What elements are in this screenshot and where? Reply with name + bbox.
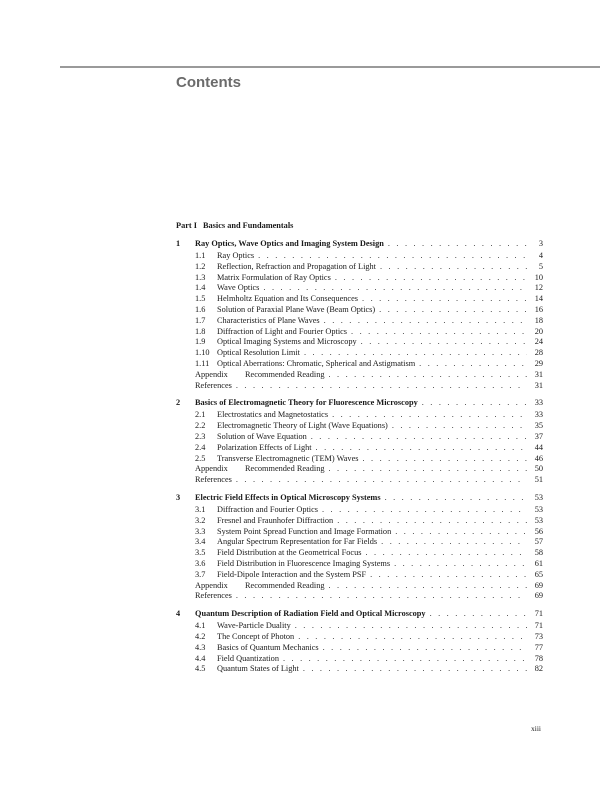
appendix-page: 69 xyxy=(534,580,543,590)
section-number: 1.4 xyxy=(195,283,206,293)
section-entry[interactable] xyxy=(176,570,543,581)
dot-leader xyxy=(258,251,527,262)
dot-leader xyxy=(236,381,527,392)
section-entry[interactable] xyxy=(176,664,543,675)
chapter-number: 2 xyxy=(176,398,181,408)
references-page: 69 xyxy=(534,591,543,601)
section-page: 78 xyxy=(534,653,543,663)
chapter-title: Basics of Electromagnetic Theory for Fluorescence Microscopy xyxy=(195,398,418,408)
chapter-number: 1 xyxy=(176,239,181,248)
section-number: 3.6 xyxy=(195,558,206,568)
table-of-contents xyxy=(176,220,543,681)
section-title: Field Quantization xyxy=(217,653,279,663)
section-page: 37 xyxy=(534,431,543,441)
chapter-title: Electric Field Effects in Optical Microscopy Systems xyxy=(195,492,381,502)
section-number: 3.4 xyxy=(195,537,206,547)
section-number: 1.2 xyxy=(195,261,206,271)
section-number: 1.7 xyxy=(195,315,206,325)
dot-leader xyxy=(335,273,527,284)
section-entry[interactable] xyxy=(176,421,543,432)
section-page: 61 xyxy=(534,558,543,568)
section-page: 57 xyxy=(534,537,543,547)
dot-leader xyxy=(351,327,527,338)
section-title: Angular Spectrum Representation for Far Fields xyxy=(217,537,378,547)
section-title: Field Distribution at the Geometrical Focus xyxy=(217,548,362,558)
section-page: 53 xyxy=(534,515,543,525)
section-number: 2.3 xyxy=(195,431,206,441)
section-number: 3.5 xyxy=(195,548,206,558)
part-title: Basics and Fundamentals xyxy=(203,221,294,230)
section-title: Ray Optics xyxy=(217,251,255,260)
section-page: 65 xyxy=(534,569,543,579)
section-entry[interactable] xyxy=(176,251,543,262)
section-number: 2.5 xyxy=(195,453,206,463)
references-page: 51 xyxy=(534,475,543,485)
appendix-page: 31 xyxy=(534,369,543,379)
section-page: 46 xyxy=(534,453,543,463)
dot-leader xyxy=(422,397,527,409)
section-number: 3.7 xyxy=(195,569,206,579)
section-number: 4.2 xyxy=(195,631,206,641)
section-page: 28 xyxy=(534,348,543,358)
section-entry[interactable] xyxy=(176,621,543,632)
section-page: 10 xyxy=(534,272,543,282)
dot-leader xyxy=(419,359,527,370)
section-title: Field-Dipole Interaction and the System PSF xyxy=(217,569,367,579)
section-number: 1.5 xyxy=(195,294,206,304)
section-number: 4.5 xyxy=(195,664,206,674)
section-title: Field Distribution in Fluorescence Imaging Systems xyxy=(217,558,391,568)
section-page: 14 xyxy=(534,294,543,304)
section-entry[interactable] xyxy=(176,505,543,516)
section-number: 4.4 xyxy=(195,653,206,663)
section-page: 20 xyxy=(534,326,543,336)
section-page: 24 xyxy=(534,337,543,347)
appendix-label-group xyxy=(195,581,325,592)
appendix-label: Appendix xyxy=(195,369,228,379)
section-page: 73 xyxy=(534,631,543,641)
section-page: 77 xyxy=(534,642,543,652)
dot-leader xyxy=(263,283,527,294)
section-entry[interactable] xyxy=(176,537,543,548)
section-entry[interactable] xyxy=(176,527,543,538)
references-label: References xyxy=(195,380,232,390)
section-number: 1.1 xyxy=(195,251,206,260)
dot-leader xyxy=(316,443,527,454)
appendix-label: Appendix xyxy=(195,580,228,590)
appendix-title: Recommended Reading xyxy=(245,464,325,474)
chapter-page: 71 xyxy=(534,609,543,619)
chapter-entry[interactable] xyxy=(176,397,543,409)
dot-leader xyxy=(430,608,527,620)
dot-leader xyxy=(381,537,527,548)
chapter-block xyxy=(176,238,543,391)
section-entry[interactable] xyxy=(176,262,543,273)
dot-leader xyxy=(329,370,528,381)
section-number: 1.6 xyxy=(195,304,206,314)
dot-leader xyxy=(311,432,527,443)
section-entry[interactable] xyxy=(176,348,543,359)
section-number: 2.1 xyxy=(195,410,206,420)
section-entry[interactable] xyxy=(176,454,543,465)
chapter-page: 3 xyxy=(538,239,543,248)
section-page: 18 xyxy=(534,315,543,325)
references-entry[interactable] xyxy=(176,381,543,392)
section-number: 1.8 xyxy=(195,326,206,336)
section-entry[interactable] xyxy=(176,327,543,338)
dot-leader xyxy=(329,464,528,475)
section-page: 71 xyxy=(534,621,543,631)
section-entry[interactable] xyxy=(176,283,543,294)
chapter-block xyxy=(176,492,543,602)
dot-leader xyxy=(370,570,527,581)
section-title: Polarization Effects of Light xyxy=(217,442,312,452)
dot-leader xyxy=(361,337,527,348)
section-entry[interactable] xyxy=(176,643,543,654)
dot-leader xyxy=(324,316,527,327)
section-number: 1.10 xyxy=(195,348,210,358)
appendix-entry[interactable] xyxy=(176,464,543,475)
section-entry[interactable] xyxy=(176,559,543,570)
section-entry[interactable] xyxy=(176,316,543,327)
dot-leader xyxy=(388,238,527,250)
section-number: 4.1 xyxy=(195,621,206,631)
dot-leader xyxy=(385,492,527,504)
section-title: Diffraction of Light and Fourier Optics xyxy=(217,326,348,336)
section-page: 53 xyxy=(534,504,543,514)
references-label: References xyxy=(195,591,232,601)
dot-leader xyxy=(298,632,527,643)
dot-leader xyxy=(392,421,527,432)
section-entry[interactable] xyxy=(176,410,543,421)
appendix-title: Recommended Reading xyxy=(245,580,325,590)
section-number: 1.3 xyxy=(195,272,206,282)
top-rule xyxy=(60,66,600,68)
dot-leader xyxy=(362,294,527,305)
dot-leader xyxy=(365,548,527,559)
dot-leader xyxy=(283,654,527,665)
references-entry[interactable] xyxy=(176,475,543,486)
section-title: Optical Aberrations: Chromatic, Spherical and Astigmatism xyxy=(217,358,416,368)
dot-leader xyxy=(395,527,527,538)
section-page: 58 xyxy=(534,548,543,558)
section-title: Solution of Wave Equation xyxy=(217,431,307,441)
dot-leader xyxy=(329,581,528,592)
appendix-entry[interactable] xyxy=(176,581,543,592)
dot-leader xyxy=(304,348,527,359)
section-page: 35 xyxy=(534,421,543,431)
dot-leader xyxy=(363,454,528,465)
section-entry[interactable] xyxy=(176,359,543,370)
dot-leader xyxy=(394,559,527,570)
section-entry[interactable] xyxy=(176,654,543,665)
section-title: Characteristics of Plane Waves xyxy=(217,315,320,325)
section-title: Optical Resolution Limit xyxy=(217,348,300,358)
dot-leader xyxy=(236,591,527,602)
section-entry[interactable] xyxy=(176,305,543,316)
chapter-entry[interactable] xyxy=(176,238,543,250)
chapter-title: Ray Optics, Wave Optics and Imaging System Design xyxy=(195,239,384,248)
chapter-page: 53 xyxy=(534,492,543,502)
section-entry[interactable] xyxy=(176,294,543,305)
dot-leader xyxy=(323,643,527,654)
section-number: 3.1 xyxy=(195,504,206,514)
section-title: Wave Optics xyxy=(217,283,260,293)
section-number: 4.3 xyxy=(195,642,206,652)
section-page: 16 xyxy=(534,304,543,314)
chapter-number: 3 xyxy=(176,492,181,502)
dot-leader xyxy=(236,475,527,486)
section-entry[interactable] xyxy=(176,516,543,527)
appendix-page: 50 xyxy=(534,464,543,474)
appendix-entry[interactable] xyxy=(176,370,543,381)
appendix-label-group xyxy=(195,370,325,381)
section-page: 5 xyxy=(538,261,543,271)
section-title: Optical Imaging Systems and Microscopy xyxy=(217,337,357,347)
section-title: Transverse Electromagnetic (TEM) Waves xyxy=(217,453,359,463)
chapter-number: 4 xyxy=(176,609,181,619)
section-title: Solution of Paraxial Plane Wave (Beam Optics) xyxy=(217,304,376,314)
dot-leader xyxy=(337,516,527,527)
section-title: System Point Spread Function and Image Formation xyxy=(217,526,392,536)
dot-leader xyxy=(332,410,527,421)
section-title: Electromagnetic Theory of Light (Wave Equations) xyxy=(217,421,388,431)
section-number: 3.2 xyxy=(195,515,206,525)
section-number: 1.11 xyxy=(195,358,210,368)
section-entry[interactable] xyxy=(176,337,543,348)
section-title: Helmholtz Equation and Its Consequences xyxy=(217,294,359,304)
section-title: Basics of Quantum Mechanics xyxy=(217,642,319,652)
section-number: 2.4 xyxy=(195,442,206,452)
section-page: 29 xyxy=(534,358,543,368)
page-title: Contents xyxy=(176,74,241,91)
section-title: Matrix Formulation of Ray Optics xyxy=(217,272,331,282)
section-page: 12 xyxy=(534,283,543,293)
chapter-block xyxy=(176,608,543,675)
section-page: 44 xyxy=(534,442,543,452)
section-title: Diffraction and Fourier Optics xyxy=(217,504,318,514)
references-entry[interactable] xyxy=(176,591,543,602)
section-page: 4 xyxy=(538,251,543,260)
section-title: The Concept of Photon xyxy=(217,631,295,641)
chapter-list xyxy=(176,238,543,675)
section-entry[interactable] xyxy=(176,273,543,284)
section-number: 3.3 xyxy=(195,526,206,536)
dot-leader xyxy=(379,305,527,316)
section-entry[interactable] xyxy=(176,548,543,559)
dot-leader xyxy=(303,664,527,675)
chapter-entry[interactable] xyxy=(176,492,543,504)
part-heading xyxy=(176,220,543,231)
appendix-label: Appendix xyxy=(195,464,228,474)
section-page: 82 xyxy=(534,664,543,674)
chapter-entry[interactable] xyxy=(176,608,543,620)
section-page: 33 xyxy=(534,410,543,420)
section-title: Wave-Particle Duality xyxy=(217,621,291,631)
section-entry[interactable] xyxy=(176,443,543,454)
chapter-block xyxy=(176,397,543,486)
dot-leader xyxy=(322,505,527,516)
references-label: References xyxy=(195,475,232,485)
dot-leader xyxy=(380,262,527,273)
section-title: Quantum States of Light xyxy=(217,664,299,674)
section-title: Electrostatics and Magnetostatics xyxy=(217,410,329,420)
section-number: 2.2 xyxy=(195,421,206,431)
chapter-page: 33 xyxy=(534,398,543,408)
chapter-title: Quantum Description of Radiation Field and Optical Microscopy xyxy=(195,609,426,619)
section-number: 1.9 xyxy=(195,337,206,347)
section-title: Reflection, Refraction and Propagation of Light xyxy=(217,261,376,271)
appendix-label-group xyxy=(195,464,325,475)
dot-leader xyxy=(295,621,527,632)
section-entry[interactable] xyxy=(176,632,543,643)
page-number: xiii xyxy=(531,724,542,733)
section-entry[interactable] xyxy=(176,432,543,443)
appendix-title: Recommended Reading xyxy=(245,369,325,379)
part-label: Part I xyxy=(176,221,197,230)
section-title: Fresnel and Fraunhofer Diffraction xyxy=(217,515,334,525)
section-page: 56 xyxy=(534,526,543,536)
references-page: 31 xyxy=(534,380,543,390)
